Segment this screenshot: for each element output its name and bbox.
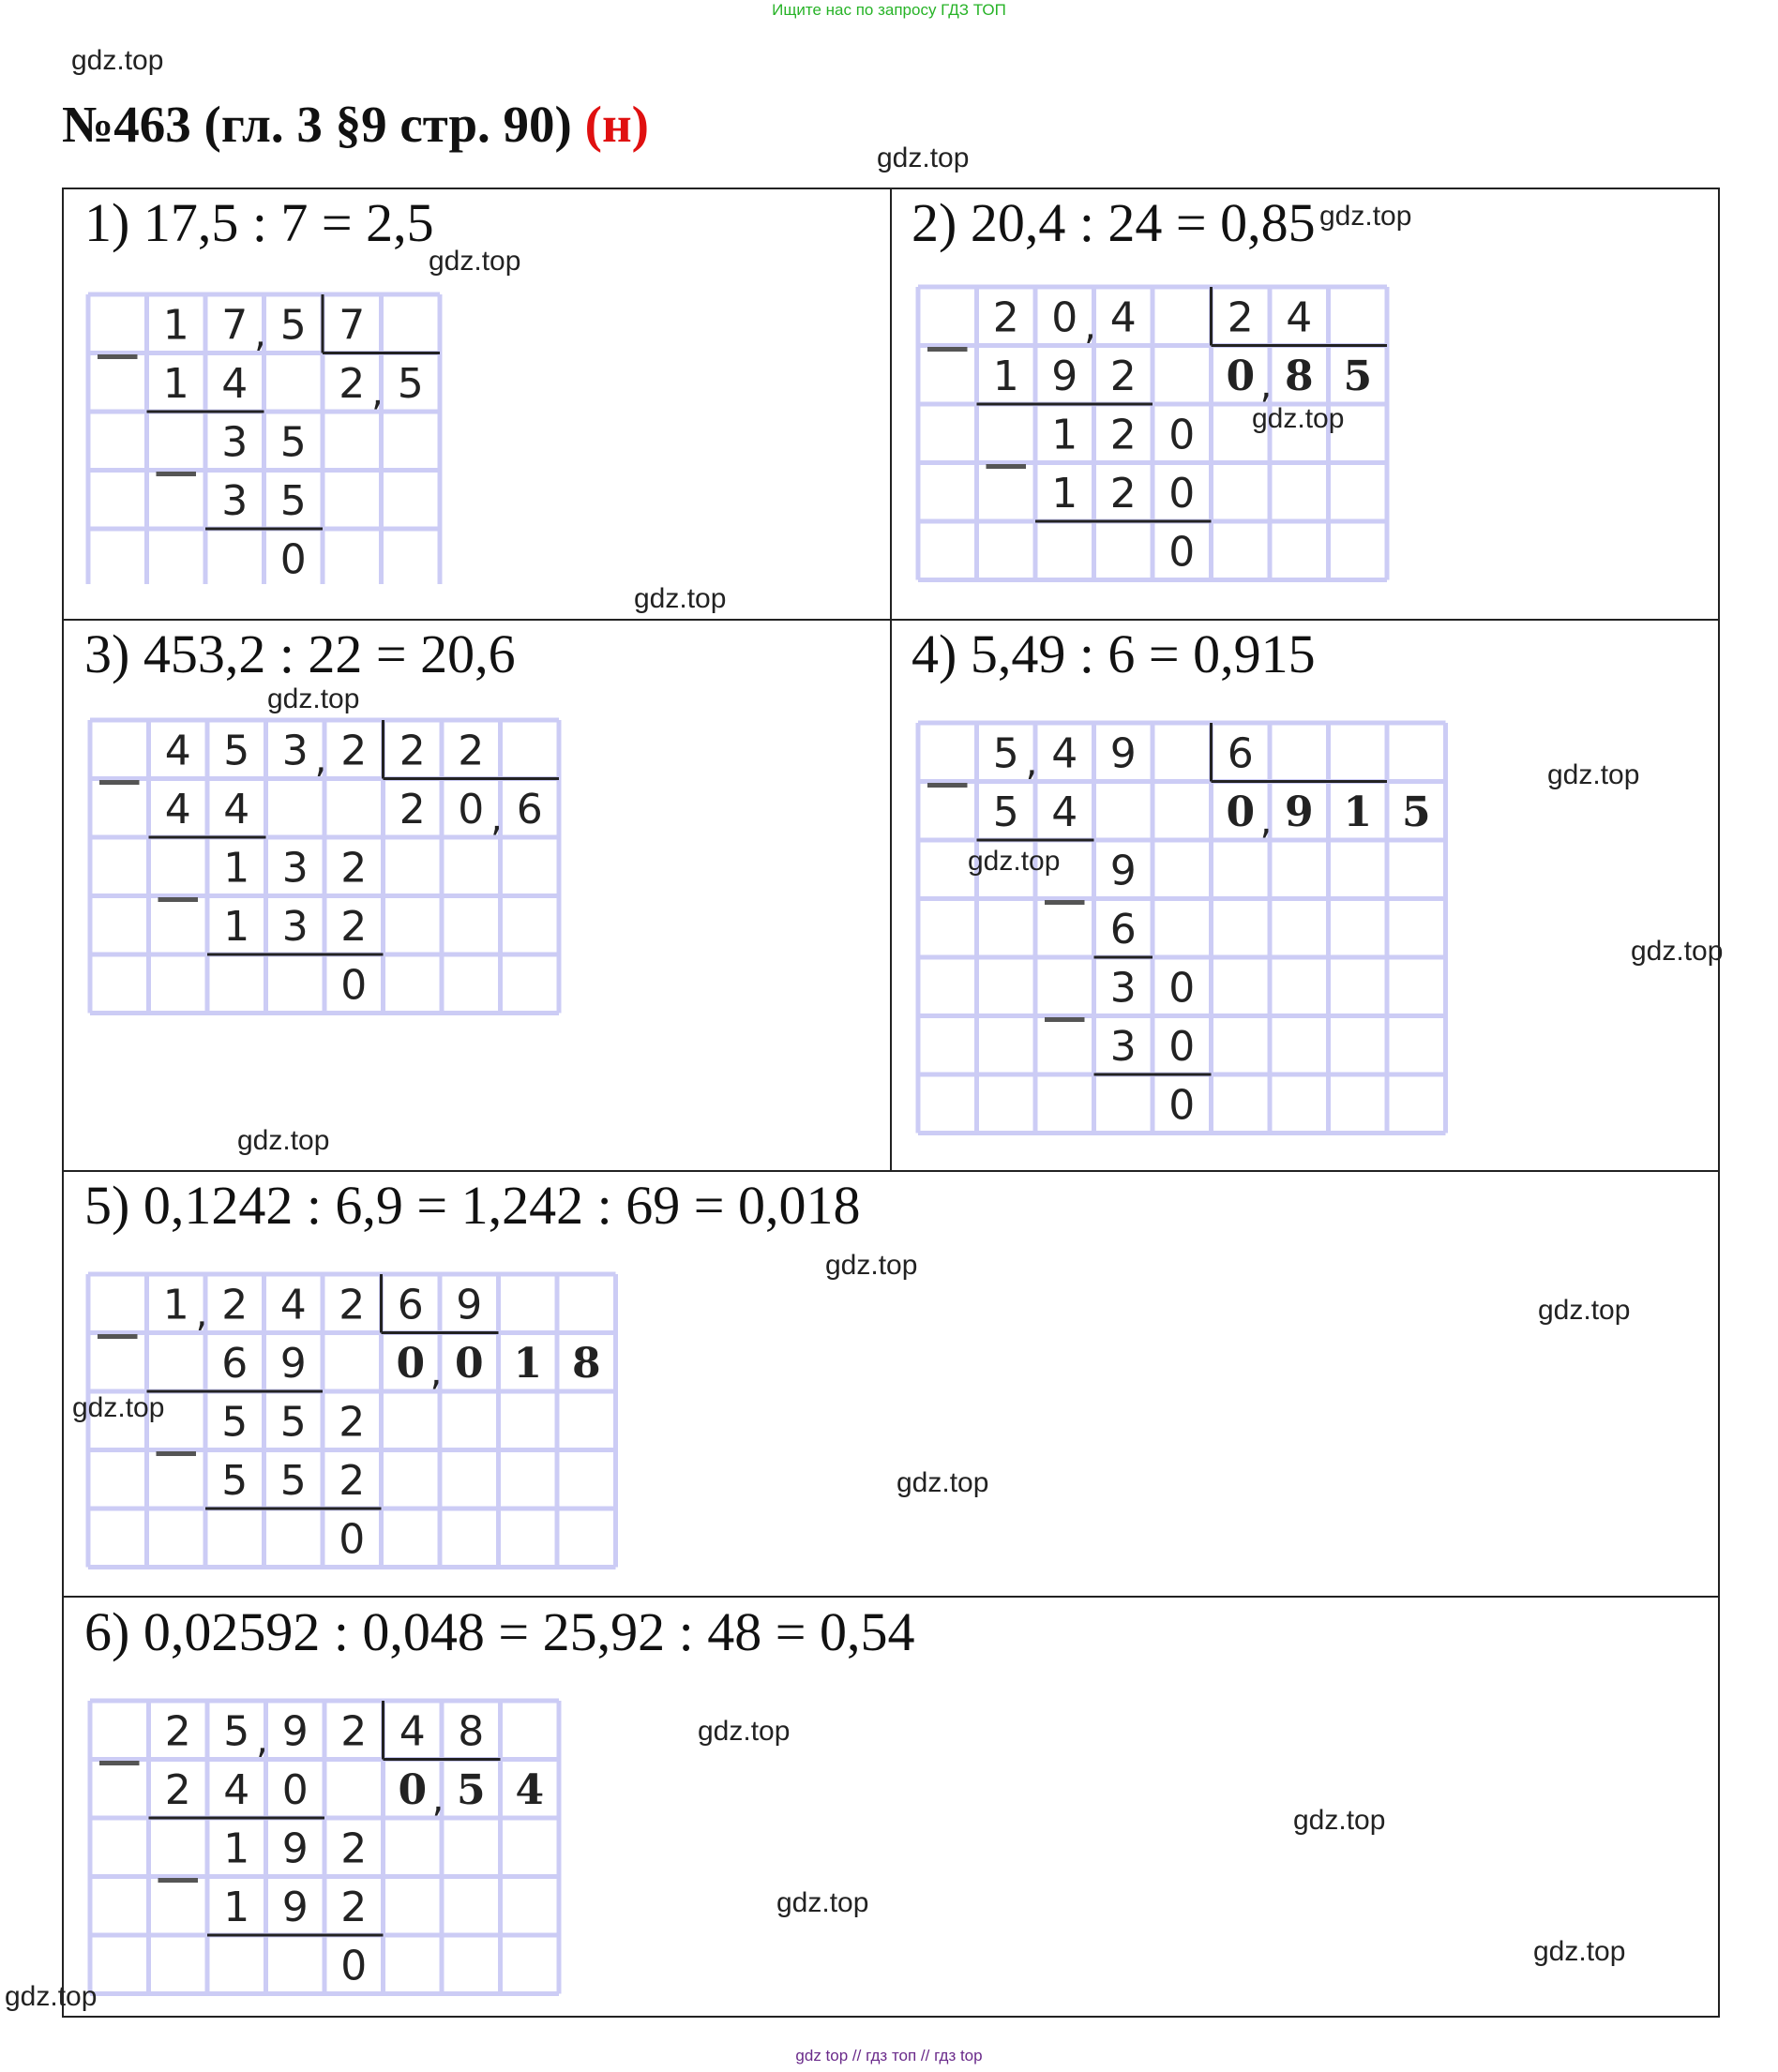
digit: 0 [340, 1942, 368, 1990]
digit: 1 [513, 1339, 543, 1388]
digit: 1 [992, 352, 1019, 400]
digit: 2 [399, 785, 426, 833]
digit: 0 [1051, 293, 1078, 342]
watermark: gdz.top [71, 45, 164, 76]
digit: 5 [397, 359, 424, 408]
digit: 2 [221, 1281, 249, 1329]
digit: 3 [1109, 1022, 1137, 1071]
digit: 3 [281, 902, 309, 951]
digit: 4 [223, 1765, 250, 1814]
digit: 5 [992, 788, 1019, 836]
digit: 2 [164, 1765, 191, 1814]
digit: 9 [456, 1281, 483, 1329]
digit: 5 [456, 1765, 486, 1814]
digit: 5 [279, 1456, 307, 1505]
digit: 9 [281, 1824, 309, 1873]
digit: 3 [1109, 964, 1137, 1013]
digit: 6 [516, 785, 543, 833]
watermark: gdz.top [1293, 1805, 1386, 1836]
digit: 1 [1051, 469, 1078, 518]
digit: 5 [279, 301, 307, 350]
long-division-6 [84, 1695, 577, 2004]
long-division-4 [912, 717, 1461, 1149]
watermark: gdz.top [267, 683, 360, 714]
digit: 9 [1284, 788, 1314, 836]
digit: 5 [223, 727, 250, 775]
digit: 6 [397, 1281, 424, 1329]
digit: 2 [1227, 293, 1254, 342]
digit: 1 [162, 1281, 189, 1329]
watermark: gdz.top [897, 1467, 989, 1498]
watermark: gdz.top [429, 246, 521, 277]
digit: 5 [279, 476, 307, 525]
digit: 2 [340, 727, 368, 775]
title-mark: (н) [584, 96, 649, 153]
digit: 4 [221, 359, 249, 408]
decimal-comma: , [314, 738, 327, 782]
digit: 3 [281, 844, 309, 893]
equation-1: 1) 17,5 : 7 = 2,5 [84, 192, 434, 253]
footer-links[interactable]: gdz top // гдз топ // гдз top [795, 2047, 983, 2064]
digit: 0 [1226, 352, 1256, 400]
watermark: gdz.top [1533, 1936, 1626, 1967]
digit: 5 [223, 1707, 250, 1756]
digit: 1 [162, 359, 189, 408]
long-division-5 [83, 1269, 631, 1578]
digit: 9 [1051, 352, 1078, 400]
digit: 2 [399, 727, 426, 775]
digit: 2 [339, 1398, 366, 1447]
watermark: gdz.top [968, 846, 1061, 877]
digit: 1 [162, 301, 189, 350]
digit: 1 [223, 902, 250, 951]
watermark: gdz.top [1538, 1295, 1631, 1326]
decimal-comma: , [1259, 363, 1273, 407]
long-division-3 [84, 714, 577, 1024]
table-divider-horizontal [62, 619, 1720, 621]
equation-4: 4) 5,49 : 6 = 0,915 [912, 623, 1316, 684]
digit: 2 [340, 902, 368, 951]
decimal-comma: , [1084, 305, 1096, 349]
watermark: gdz.top [698, 1716, 791, 1747]
digit: 2 [458, 727, 485, 775]
title-main: №463 (гл. 3 §9 стр. 90) [62, 96, 572, 153]
watermark: gdz.top [1319, 201, 1412, 232]
digit: 6 [1109, 905, 1137, 953]
digit: 5 [1343, 352, 1373, 400]
decimal-comma: , [1259, 799, 1273, 843]
digit: 4 [399, 1707, 426, 1756]
digit: 2 [1109, 352, 1137, 400]
digit: 0 [279, 535, 307, 584]
digit: 9 [279, 1339, 307, 1388]
digit: 2 [340, 1824, 368, 1873]
long-division-2 [912, 281, 1400, 591]
digit: 5 [992, 729, 1019, 778]
decimal-comma: , [429, 1350, 443, 1394]
digit: 0 [340, 961, 368, 1010]
digit: 2 [340, 844, 368, 893]
digit: 7 [221, 301, 249, 350]
digit: 5 [279, 1398, 307, 1447]
digit: 2 [339, 1456, 366, 1505]
digit: 2 [339, 1281, 366, 1329]
digit: 0 [454, 1339, 484, 1388]
decimal-comma: , [195, 1292, 208, 1336]
watermark: gdz.top [877, 143, 970, 173]
decimal-comma: , [490, 796, 503, 840]
digit: 4 [1051, 788, 1078, 836]
digit: 4 [223, 785, 250, 833]
watermark: gdz.top [776, 1887, 869, 1918]
watermark: gdz.top [1631, 936, 1724, 967]
digit: 7 [339, 301, 366, 350]
digit: 4 [1286, 293, 1313, 342]
watermark: gdz.top [634, 583, 727, 614]
watermark: gdz.top [825, 1250, 918, 1281]
decimal-comma: , [256, 1719, 268, 1763]
digit: 1 [1051, 411, 1078, 459]
digit: 2 [340, 1883, 368, 1931]
digit: 8 [571, 1339, 601, 1388]
table-divider-horizontal [62, 1596, 1720, 1598]
digit: 1 [223, 1883, 250, 1931]
digit: 2 [1109, 469, 1137, 518]
digit: 4 [1051, 729, 1078, 778]
equation-3: 3) 453,2 : 22 = 20,6 [84, 623, 516, 684]
digit: 0 [1168, 964, 1196, 1013]
digit: 0 [398, 1765, 428, 1814]
digit: 3 [221, 418, 249, 467]
watermark: gdz.top [5, 1981, 98, 2012]
digit: 5 [1401, 788, 1431, 836]
table-divider-horizontal [62, 1170, 1720, 1172]
digit: 0 [1168, 1022, 1196, 1071]
decimal-comma: , [431, 1777, 444, 1821]
digit: 1 [223, 844, 250, 893]
long-division-1 [83, 289, 453, 584]
digit: 9 [281, 1707, 309, 1756]
page-title [62, 94, 649, 156]
digit: 4 [164, 785, 191, 833]
digit: 3 [221, 476, 249, 525]
digit: 5 [279, 418, 307, 467]
digit: 0 [1168, 469, 1196, 518]
digit: 2 [340, 1707, 368, 1756]
digit: 0 [458, 785, 485, 833]
digit: 0 [1168, 1081, 1196, 1130]
equation-6: 6) 0,02592 : 0,048 = 25,92 : 48 = 0,54 [84, 1601, 915, 1662]
equation-5: 5) 0,1242 : 6,9 = 1,242 : 69 = 0,018 [84, 1175, 861, 1236]
digit: 4 [515, 1765, 545, 1814]
digit: 0 [339, 1515, 366, 1564]
digit: 1 [1343, 788, 1373, 836]
digit: 2 [339, 359, 366, 408]
digit: 0 [281, 1765, 309, 1814]
digit: 4 [279, 1281, 307, 1329]
equation-2: 2) 20,4 : 24 = 0,85 [912, 192, 1316, 253]
watermark: gdz.top [1547, 759, 1640, 790]
digit: 4 [1109, 293, 1137, 342]
top-banner[interactable]: Ищите нас по запросу ГДЗ ТОП [772, 1, 1006, 19]
digit: 9 [1109, 729, 1137, 778]
digit: 8 [458, 1707, 485, 1756]
digit: 9 [1109, 847, 1137, 895]
digit: 5 [221, 1398, 249, 1447]
digit: 0 [1168, 411, 1196, 459]
digit: 3 [281, 727, 309, 775]
decimal-comma: , [1025, 741, 1038, 785]
watermark: gdz.top [1252, 403, 1345, 434]
digit: 6 [221, 1339, 249, 1388]
digit: 8 [1284, 352, 1314, 400]
watermark: gdz.top [72, 1392, 165, 1423]
digit: 0 [1168, 528, 1196, 577]
decimal-comma: , [371, 370, 384, 414]
table-divider-vertical [890, 188, 892, 1172]
watermark: gdz.top [237, 1125, 330, 1156]
digit: 1 [223, 1824, 250, 1873]
digit: 6 [1227, 729, 1254, 778]
digit: 0 [1226, 788, 1256, 836]
decimal-comma: , [254, 312, 266, 356]
digit: 5 [221, 1456, 249, 1505]
digit: 2 [992, 293, 1019, 342]
digit: 4 [164, 727, 191, 775]
digit: 2 [164, 1707, 191, 1756]
digit: 0 [396, 1339, 426, 1388]
digit: 2 [1109, 411, 1137, 459]
digit: 9 [281, 1883, 309, 1931]
